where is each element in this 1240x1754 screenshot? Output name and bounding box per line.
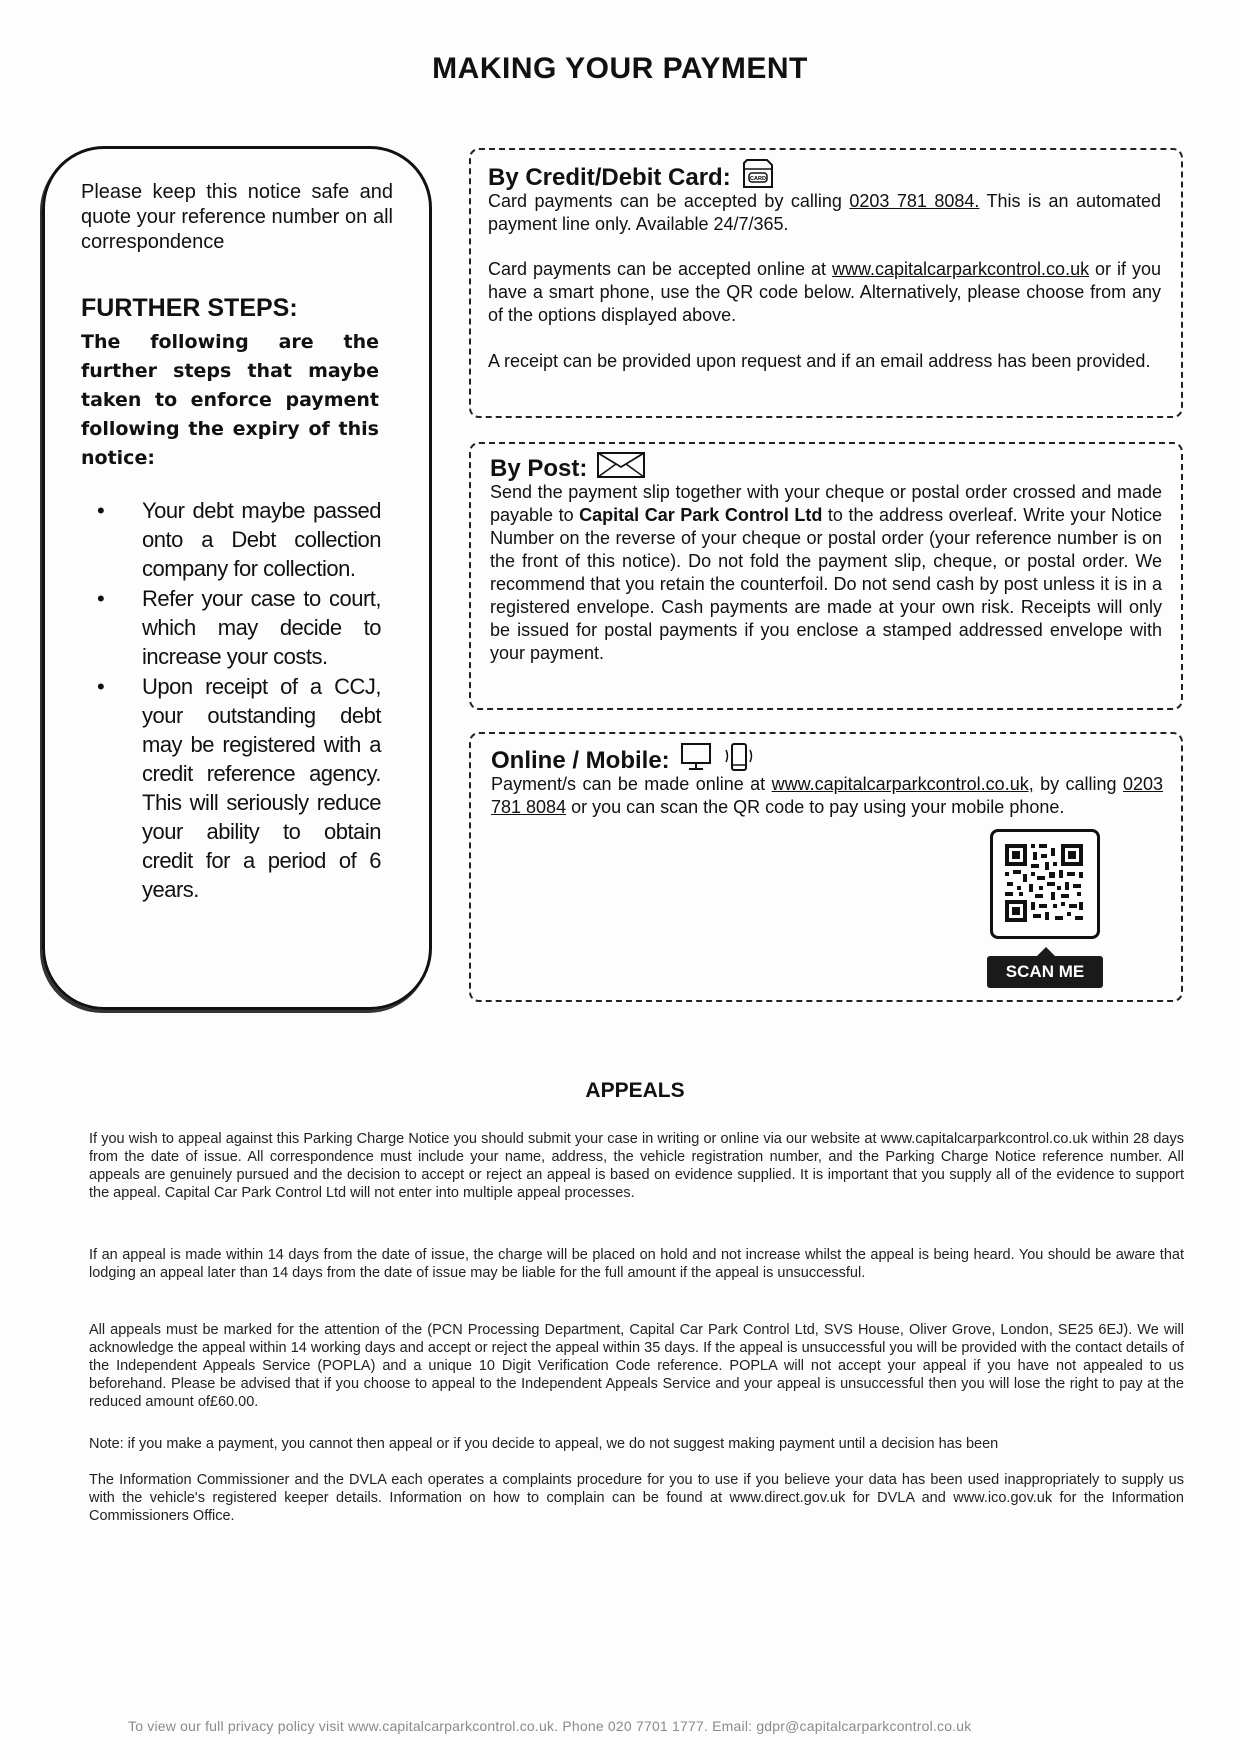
appeals-paragraph: All appeals must be marked for the attention of the (PCN Processing Department, Capital Car Park Control Ltd, SVS House, Oliver Grove, London, SE25 6EJ). We will acknowledge the appeal within 14 working days and accept or reject the appeal within 35 days. If the appeal is unsuccessful you will be provided with the contact details of the Independent Appeals Service (POPLA) and a unique 10 Digit Verification Code reference. POPLA will not accept your appeal if you have not appealed to us beforehand. Please be advised that if you choose to appeal to the Independent Appeals Service and your appeal is unsuccessful then you will lose the right to pay at the reduced amount of£60.00. xyxy=(89,1322,1184,1410)
card-phone-paragraph: Card payments can be accepted by calling 0203 781 8084. This is an automated payment line only. Available 24/7/365. xyxy=(488,191,1162,234)
appeals-paragraph: The Information Commissioner and the DVLA each operates a complaints procedure for you to use if you believe your data has been used inappropriately to supply us with the vehicle's registered keeper details. Information on how to complain can be found at www.direct.gov.uk for DVLA and www.ico.gov.uk for the Information Commissioners Office. xyxy=(89,1472,1184,1524)
website-link[interactable]: www.capitalcarparkcontrol.co.uk, xyxy=(771,774,1034,794)
svg-text:CARD: CARD xyxy=(749,176,766,182)
list-item: • Refer your case to court, which may decide to increase your costs. xyxy=(97,586,381,669)
further-steps-intro: The following are the further steps that maybe taken to enforce payment following the expiry of this notice: xyxy=(81,331,379,469)
post-payment-heading: By Post: xyxy=(490,452,645,485)
keep-notice-safe-text: Please keep this notice safe and quote your reference number on all correspondence xyxy=(81,181,393,253)
bullet-icon: • xyxy=(97,498,105,523)
bullet-icon: • xyxy=(97,586,105,611)
card-online-paragraph: Card payments can be accepted online at www.capitalcarparkcontrol.co.uk or if you have a smart phone, use the QR code below. Alternatively, please choose from any of the options displayed above. xyxy=(488,259,1161,325)
privacy-footer: To view our full privacy policy visit www.capitalcarparkcontrol.co.uk. Phone 020 7701 1777. Email: gdpr@capitalcarparkcontrol.co.uk xyxy=(128,1718,972,1734)
online-payment-paragraph: Payment/s can be made online at www.capitalcarparkcontrol.co.uk, by calling 0203 781 8084 or you can scan the QR code to pay using your mobile phone. xyxy=(491,774,1164,817)
page-title: MAKING YOUR PAYMENT xyxy=(432,52,808,85)
qr-code[interactable] xyxy=(990,829,1100,939)
bullet-icon: • xyxy=(97,674,105,699)
further-steps-list xyxy=(97,496,381,904)
card-phone-link[interactable]: 0203 781 8084. xyxy=(849,191,980,211)
website-link[interactable]: www.capitalcarparkcontrol.co.uk xyxy=(831,259,1090,279)
appeals-heading: APPEALS xyxy=(585,1079,685,1102)
card-payment-heading: By Credit/Debit Card: CARD xyxy=(488,158,775,197)
scan-me-label: SCAN ME xyxy=(987,956,1103,988)
online-phone-link[interactable]: 0203 781 8084 xyxy=(491,774,1164,817)
qr-code-icon xyxy=(993,832,1097,936)
post-payment-paragraph: Send the payment slip together with your cheque or postal order crossed and made payable to Capital Car Park Control Ltd to the address overleaf. Write your Notice Number on the reverse of your cheque or postal order (your reference number is on the front of this notice). Do not fold the payment slip, cheque, or postal order. We recommend that you retain the counterfoil. Do not send cash by post unless it is in a registered envelope. Cash payments are made at your own risk. Receipts will only be issued for postal payments if you enclose a stamped addressed envelope with your payment. xyxy=(490,482,1162,663)
online-payment-heading: Online / Mobile: xyxy=(491,742,756,779)
card-receipt-paragraph: A receipt can be provided upon request and if an email address has been provided. xyxy=(488,351,1151,371)
appeals-note: Note: if you make a payment, you cannot then appeal or if you decide to appeal, we do not suggest making payment until a decision has been xyxy=(89,1436,999,1452)
appeals-paragraph: If an appeal is made within 14 days from the date of issue, the charge will be placed on hold and not increase whilst the appeal is being heard. You should be aware that lodging an appeal later than 14 days from the date of issue may be liable for the full amount if the appeal is unsuccessful. xyxy=(89,1247,1184,1281)
list-item: • Upon receipt of a CCJ, your outstanding debt may be registered with a credit reference agency. This will seriously reduce your ability to obtain credit for a period of 6 years. xyxy=(97,674,381,902)
further-steps-heading: FURTHER STEPS: xyxy=(81,294,298,322)
appeals-paragraph: If you wish to appeal against this Parking Charge Notice you should submit your case in writing or online via our website at www.capitalcarparkcontrol.co.uk within 28 days from the date of issue. All correspondence must include your name, address, the vehicle registration number, and the Parking Charge Notice reference number. All appeals are genuinely pursued and the decision to accept or reject an appeal is based on evidence supplied. It is important that you supply all of the evidence to support the appeal. Capital Car Park Control Ltd will not enter into multiple appeal processes. xyxy=(89,1131,1184,1201)
list-item: • Your debt maybe passed onto a Debt collection company for collection. xyxy=(97,498,381,581)
company-name: Capital Car Park Control Ltd xyxy=(579,505,823,525)
